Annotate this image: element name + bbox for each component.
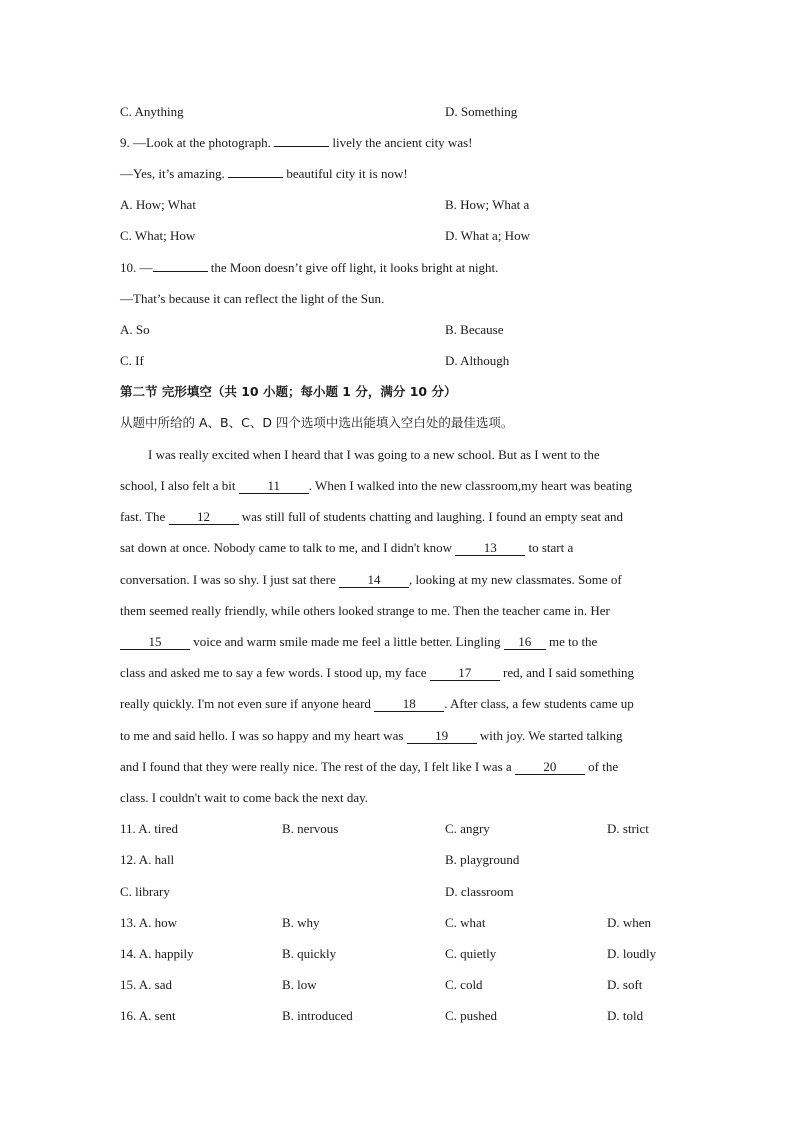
passage-text: voice and warm smile made me feel a little better. Lingling (190, 634, 504, 649)
blank-20: 20 (515, 760, 585, 775)
q9-blank-1 (274, 146, 329, 147)
passage-line-11 (120, 759, 618, 775)
passage-line-9 (120, 696, 634, 712)
passage-text: . When I walked into the new classroom,my heart was beating (308, 478, 633, 493)
q10-option-d: D. Although (445, 353, 510, 368)
q13-option-b: B. why (282, 915, 320, 930)
q16-option-d: D. told (607, 1008, 644, 1023)
passage-line-6: them seemed really friendly, while others looked strange to me. Then the teacher came in. Her (120, 603, 610, 618)
q8-option-c: C. Anything (120, 104, 184, 119)
q10-option-b: B. Because (445, 322, 504, 337)
blank-11: 11 (239, 479, 309, 494)
passage-text: conversation. I was so shy. I just sat there (120, 572, 340, 587)
q14-option-a: 14. A. happily (120, 946, 194, 961)
passage-text: to start a (525, 540, 574, 555)
q11-option-a: 11. A. tired (120, 821, 179, 836)
passage-line-4 (120, 540, 573, 556)
q9-option-d: D. What a; How (445, 228, 530, 243)
q16-option-c: C. pushed (445, 1008, 497, 1023)
passage-text: was still full of students chatting and laughing. I found an empty seat and (238, 509, 624, 524)
section-heading: 第二节 完形填空（共 10 小题；每小题 1 分，满分 10 分） (120, 384, 457, 399)
passage-line-7 (120, 634, 597, 650)
passage-text: and I found that they were really nice. The rest of the day, I felt like I was a (120, 759, 515, 774)
q9-response-text: —Yes, it’s amazing. (120, 166, 229, 181)
q13-option-c: C. what (445, 915, 486, 930)
q9-blank-2 (228, 177, 283, 178)
q14-option-b: B. quickly (282, 946, 337, 961)
passage-text: me to the (545, 634, 598, 649)
passage-text: red, and I said something (499, 665, 635, 680)
q15-option-b: B. low (282, 977, 317, 992)
passage-line-10 (120, 728, 623, 744)
passage-text: school, I also felt a bit (120, 478, 239, 493)
q12-option-c: C. library (120, 884, 170, 899)
passage-line-8 (120, 665, 634, 681)
passage-line-5 (120, 572, 622, 588)
q15-option-a: 15. A. sad (120, 977, 172, 992)
q10-response: —That’s because it can reflect the light of the Sun. (120, 291, 385, 306)
blank-18: 18 (374, 697, 444, 712)
q9-stem-text-end: lively the ancient city was! (329, 135, 473, 150)
q9-stem (120, 135, 472, 151)
passage-text: fast. The (120, 509, 169, 524)
passage-text: to me and said hello. I was so happy and my heart was (120, 728, 407, 743)
section-instruction: 从题中所给的 A、B、C、D 四个选项中选出能填入空白处的最佳选项。 (120, 415, 514, 430)
passage-line-12: class. I couldn't wait to come back the next day. (120, 790, 369, 805)
passage-text: of the (584, 759, 619, 774)
q10-option-c: C. If (120, 353, 144, 368)
q10-stem (120, 260, 498, 276)
q12-option-b: B. playground (445, 852, 520, 867)
q9-response-text-end: beautiful city it is now! (283, 166, 408, 181)
q10-option-a: A. So (120, 322, 150, 337)
q11-option-c: C. angry (445, 821, 490, 836)
passage-text: with joy. We started talking (476, 728, 623, 743)
q14-option-c: C. quietly (445, 946, 497, 961)
passage-text: really quickly. I'm not even sure if anyone heard (120, 696, 375, 711)
blank-17: 17 (430, 666, 500, 681)
q10-stem-text: 10. — (120, 260, 153, 275)
blank-14: 14 (339, 573, 409, 588)
q11-option-b: B. nervous (282, 821, 339, 836)
q12-option-a: 12. A. hall (120, 852, 175, 867)
q9-option-c: C. What; How (120, 228, 196, 243)
q9-option-a: A. How; What (120, 197, 196, 212)
q14-option-d: D. loudly (607, 946, 657, 961)
q8-option-d: D. Something (445, 104, 518, 119)
passage-line-3 (120, 509, 623, 525)
passage-text: sat down at once. Nobody came to talk to me, and I didn't know (120, 540, 456, 555)
q10-stem-text-end: the Moon doesn’t give off light, it looks bright at night. (207, 260, 499, 275)
q16-option-a: 16. A. sent (120, 1008, 176, 1023)
q13-option-d: D. when (607, 915, 652, 930)
q9-response (120, 166, 408, 182)
blank-16: 16 (504, 635, 546, 650)
q10-blank (153, 271, 208, 272)
passage-line-1: I was really excited when I heard that I was going to a new school. But as I went to the (148, 447, 600, 462)
blank-19: 19 (407, 729, 477, 744)
passage-line-2 (120, 478, 632, 494)
q15-option-c: C. cold (445, 977, 483, 992)
q13-option-a: 13. A. how (120, 915, 178, 930)
q12-option-d: D. classroom (445, 884, 514, 899)
q16-option-b: B. introduced (282, 1008, 353, 1023)
blank-15: 15 (120, 635, 190, 650)
q9-stem-text: 9. —Look at the photograph. (120, 135, 275, 150)
blank-12: 12 (169, 510, 239, 525)
passage-text: . After class, a few students came up (444, 696, 634, 711)
blank-13: 13 (455, 541, 525, 556)
passage-text: class and asked me to say a few words. I stood up, my face (120, 665, 430, 680)
q11-option-d: D. strict (607, 821, 649, 836)
q15-option-d: D. soft (607, 977, 643, 992)
q9-option-b: B. How; What a (445, 197, 530, 212)
passage-text: , looking at my new classmates. Some of (409, 572, 622, 587)
